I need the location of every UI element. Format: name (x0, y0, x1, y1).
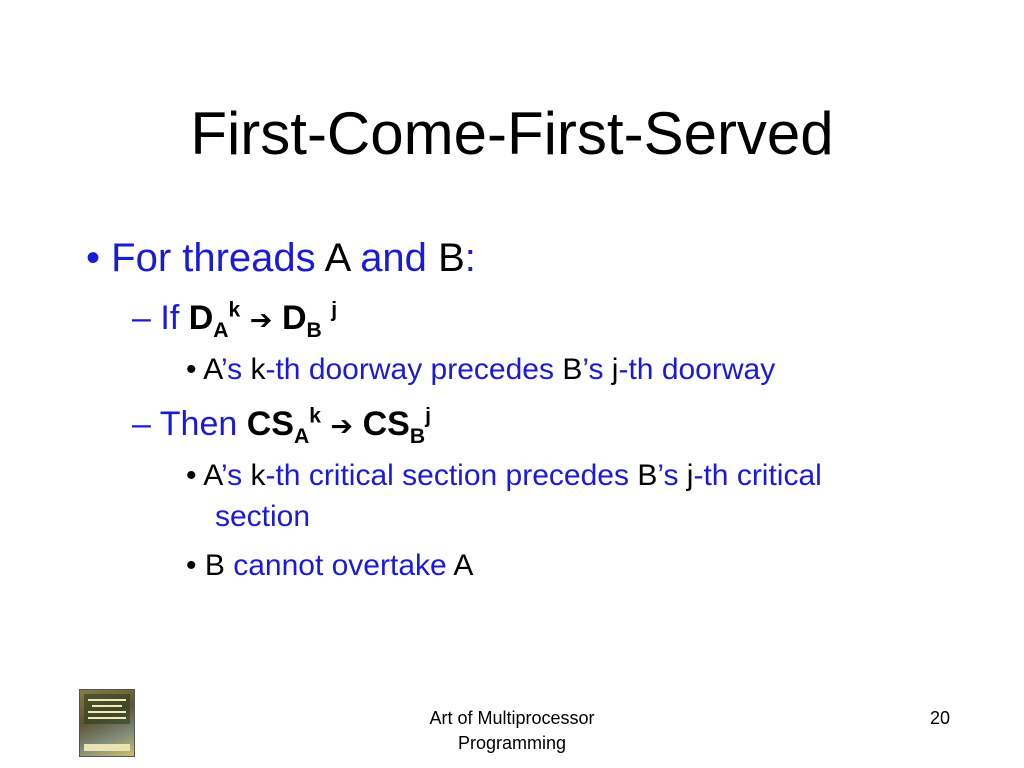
sub-a: A (293, 424, 310, 448)
text-critical-precedes: -th critical section precedes (265, 459, 629, 492)
sup-j: j (331, 298, 338, 322)
text-and: and (360, 236, 427, 280)
text-k: k (250, 353, 266, 386)
text-a: A (203, 459, 221, 492)
footer-line2: Programming (457, 733, 567, 753)
text-b: B (204, 549, 225, 582)
cover-line (88, 699, 126, 701)
bullet-for-threads (86, 234, 476, 282)
symbol-cs: CS (246, 405, 294, 443)
text-j: j (686, 459, 694, 492)
symbol-cs2: CS (362, 405, 410, 443)
sub-b: B (409, 424, 426, 448)
cs-b (362, 404, 431, 448)
sub-b: B (306, 318, 322, 342)
text-b: B (562, 353, 583, 386)
bullet-dot: • (86, 236, 101, 280)
cover-line (92, 705, 122, 707)
bullet-overtake (186, 548, 473, 584)
cover-line (88, 711, 126, 713)
text-j: j (611, 353, 619, 386)
text-for-threads: For threads (111, 236, 316, 280)
footer-text (412, 706, 612, 756)
sup-k: k (309, 404, 321, 428)
book-cover-icon (79, 689, 135, 757)
text-s1: ’s (221, 353, 243, 386)
page-number: 20 (929, 708, 950, 728)
cover-line (88, 717, 126, 719)
text-k: k (250, 459, 266, 492)
sup-j: j (425, 404, 431, 428)
text-cannot-overtake: cannot overtake (233, 549, 447, 582)
text-a: A (203, 353, 221, 386)
bullet-critical (186, 458, 822, 494)
sup-k: k (228, 298, 241, 322)
arrow-icon: ➔ (249, 304, 273, 335)
text-th-doorway: -th doorway (618, 353, 776, 386)
bullet-dot: • (186, 549, 197, 582)
arrow-icon: ➔ (330, 410, 354, 441)
text-s2: ’s (582, 353, 604, 386)
text-if: If (160, 299, 180, 337)
subitem-if (132, 298, 337, 340)
text-then: Then (159, 405, 238, 443)
doorway-b (281, 298, 338, 342)
bullet-dot: • (186, 459, 197, 492)
text-thread-b: B (438, 236, 465, 280)
slide-title: First-Come-First-Served (190, 100, 834, 167)
text-th-critical: -th critical (693, 459, 822, 492)
cover-strip (84, 744, 130, 751)
text-thread-a: A (324, 236, 350, 280)
bullet-dot: • (186, 353, 197, 386)
bullet-doorway (186, 352, 775, 388)
text-section: section (215, 500, 311, 533)
text-doorway-precedes: -th doorway precedes (265, 353, 554, 386)
text-s2: ’s (657, 459, 679, 492)
dash: – (132, 405, 151, 443)
symbol-d: D (188, 299, 214, 337)
symbol-d2: D (281, 299, 307, 337)
dash: – (132, 299, 151, 337)
cs-a (246, 404, 321, 448)
text-s1: ’s (221, 459, 243, 492)
sub-a: A (213, 318, 229, 342)
doorway-a (188, 298, 241, 342)
text-a: A (453, 549, 474, 582)
footer-line1: Art of Multiprocessor (429, 708, 595, 728)
text-colon: : (464, 236, 476, 280)
text-b: B (637, 459, 658, 492)
subitem-then (132, 404, 431, 446)
